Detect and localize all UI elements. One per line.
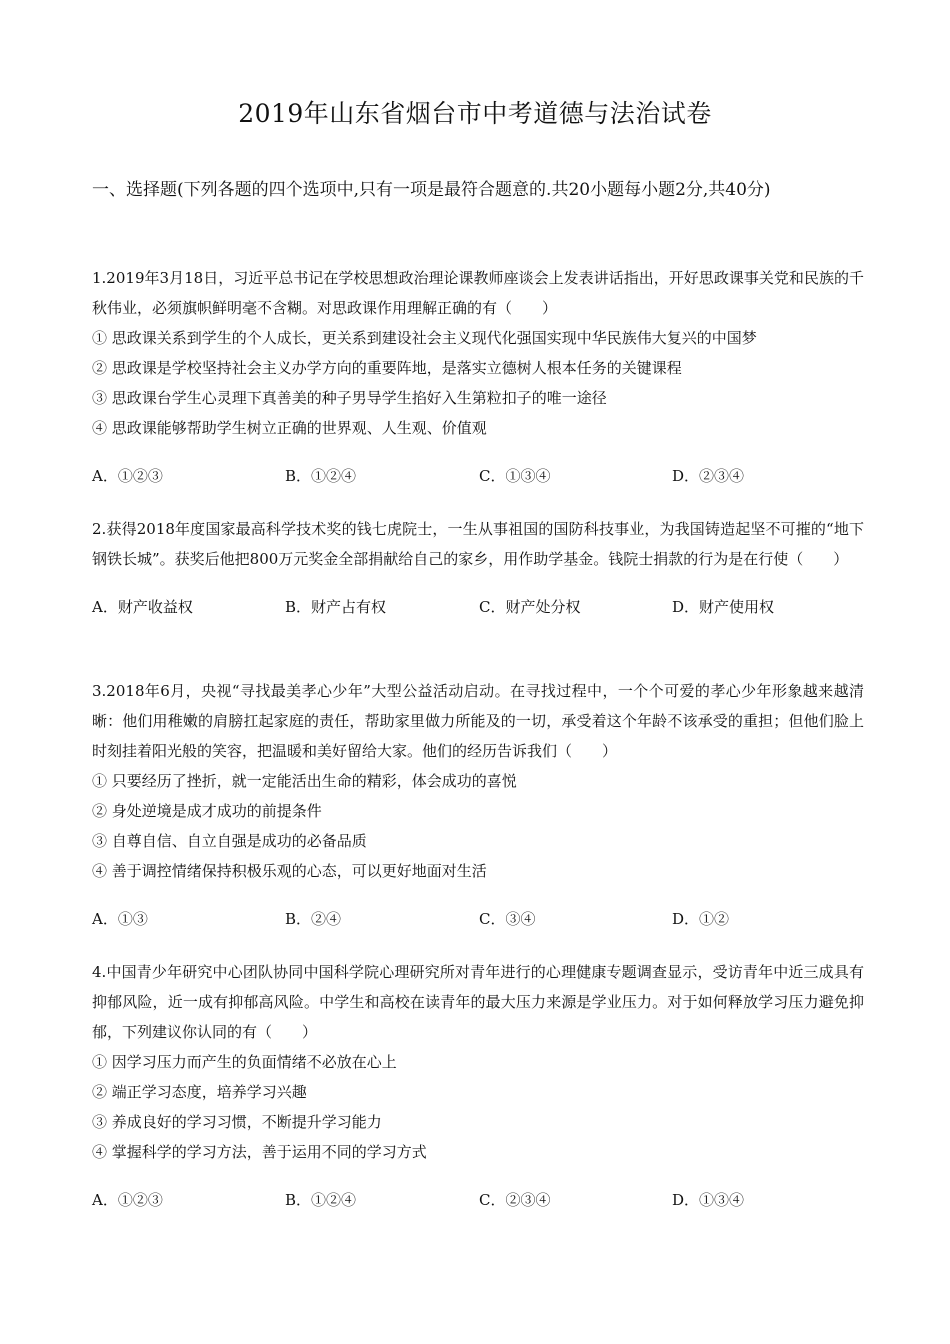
- question-stem: 4.中国青少年研究中心团队协同中国科学院心理研究所对青年进行的心理健康专题调查显示，受访青年中近三成具有抑郁风险，近一成有抑郁高风险。中学生和高校在读青年的最大压力来源是学业压力。对于如何释放学习压力避免抑郁，下列建议你认同的有（ ）: [92, 963, 864, 1041]
- statement-3: ③ 养成良好的学习习惯，不断提升学习能力: [92, 1113, 382, 1131]
- statement-1: ① 思政课关系到学生的个人成长，更关系到建设社会主义现代化强国实现中华民族伟大复兴的中国梦: [92, 329, 757, 347]
- statement-3: ③ 自尊自信、自立自强是成功的必备品质: [92, 832, 367, 850]
- statement-4: ④ 善于调控情绪保持积极乐观的心态，可以更好地面对生活: [92, 862, 487, 880]
- choice-c[interactable]: C．②③④: [479, 1191, 551, 1209]
- statement-2: ② 端正学习态度，培养学习兴趣: [92, 1083, 307, 1101]
- choice-d[interactable]: D．①③④: [672, 1191, 745, 1209]
- choice-d[interactable]: D．财产使用权: [672, 598, 775, 616]
- question-3: [92, 676, 864, 934]
- answer-choices: [92, 1185, 864, 1215]
- question-4: [92, 957, 864, 1215]
- answer-choices: [92, 592, 864, 622]
- section-heading: 一、选择题(下列各题的四个选项中,只有一项是最符合题意的.共20小题每小题2分,共40分): [92, 180, 771, 200]
- choice-c[interactable]: C．①③④: [479, 467, 551, 485]
- statement-1: ① 因学习压力而产生的负面情绪不必放在心上: [92, 1053, 397, 1071]
- choice-a[interactable]: A．①②③: [92, 1191, 163, 1209]
- statement-2: ② 身处逆境是成才成功的前提条件: [92, 802, 322, 820]
- choice-b[interactable]: B．①②④: [285, 1191, 357, 1209]
- choice-b[interactable]: B．①②④: [285, 467, 357, 485]
- statement-1: ① 只要经历了挫折，就一定能活出生命的精彩，体会成功的喜悦: [92, 772, 517, 790]
- statement-4: ④ 思政课能够帮助学生树立正确的世界观、人生观、价值观: [92, 419, 487, 437]
- statement-4: ④ 掌握科学的学习方法，善于运用不同的学习方式: [92, 1143, 427, 1161]
- choice-c[interactable]: C．③④: [479, 910, 536, 928]
- choice-a[interactable]: A．①③: [92, 910, 148, 928]
- statement-3: ③ 思政课台学生心灵理下真善美的种子男导学生掐好入生第粒扣子的唯一途径: [92, 389, 607, 407]
- choice-b[interactable]: B．②④: [285, 910, 342, 928]
- answer-choices: [92, 461, 864, 491]
- question-stem: 2.获得2018年度国家最高科学技术奖的钱七虎院士，一生从事祖国的国防科技事业，为我国铸造起坚不可摧的“地下钢铁长城”。获奖后他把800万元奖金全部捐献给自己的家乡，用作助学基金。钱院士捐款的行为是在行使（ ）: [92, 520, 864, 568]
- question-stem: 1.2019年3月18日，习近平总书记在学校思想政治理论课教师座谈会上发表讲话指出，开好思政课事关党和民族的千秋伟业，必须旗帜鲜明毫不含糊。对思政课作用理解正确的有（ ）: [92, 269, 864, 317]
- exam-title: 2019年山东省烟台市中考道德与法治试卷: [238, 99, 712, 128]
- question-stem: 3.2018年6月，央视“寻找最美孝心少年”大型公益活动启动。在寻找过程中，一个个可爱的孝心少年形象越来越清晰：他们用稚嫩的肩膀扛起家庭的责任，帮助家里做力所能及的一切，承受着这个年龄不该承受的重担；但他们脸上时刻挂着阳光般的笑容，把温暖和美好留给大家。他们的经历告诉我们（ ）: [92, 682, 864, 760]
- choice-b[interactable]: B．财产占有权: [285, 598, 387, 616]
- choice-d[interactable]: D．②③④: [672, 467, 745, 485]
- question-2: [92, 514, 864, 622]
- choice-a[interactable]: A．①②③: [92, 467, 163, 485]
- answer-choices: [92, 904, 864, 934]
- choice-d[interactable]: D．①②: [672, 910, 730, 928]
- question-1: [92, 263, 864, 491]
- choice-a[interactable]: A．财产收益权: [92, 598, 193, 616]
- choice-c[interactable]: C．财产处分权: [479, 598, 581, 616]
- statement-2: ② 思政课是学校坚持社会主义办学方向的重要阵地，是落实立德树人根本任务的关键课程: [92, 359, 682, 377]
